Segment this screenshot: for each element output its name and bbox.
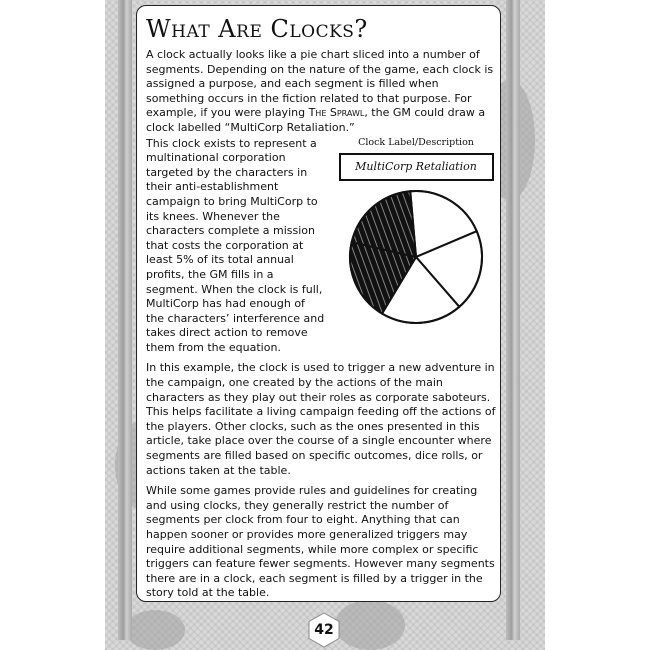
- texture-blot: [125, 610, 185, 650]
- page-number: 42: [314, 622, 334, 638]
- intro-text-a: A clock actually looks like a pie chart sliced into a number of segments. Depending on the nature of the game, each clock is assigned a purpose, and each segment is filled when something occurs in the fiction related to that purpose. For example, if you were playing: [146, 48, 494, 120]
- clock-figure: [334, 137, 498, 327]
- clock-label-text: MultiCorp Retaliation: [355, 160, 477, 174]
- page-title: What Are Clocks?: [146, 15, 368, 43]
- game-title: The Sprawl: [308, 106, 365, 120]
- clock-example-row: [146, 137, 498, 356]
- paragraph-campaign: In this example, the clock is used to trigger a new adventure in the campaign, one created by the actions of the main characters as they play out their roles as corporate saboteurs. This helps facilitate a living campaign feeding off the actions of the players. Other clocks, such as the ones presented in this article, take place over the course of a single encounter where segments are filled based on specific outcomes, dice rolls, or actions taken at the table.: [146, 361, 496, 477]
- paragraph-clock-example: This clock exists to represent a multinational corporation targeted by the characters in their anti-establishment campaign to bring MultiCorp to its knees. Whenever the characters complete a mission that costs the corporation at least 5% of its total annual profits, the GM fills in a segment. When the clock is full, MultiCorp has had enough of the characters’ interference and takes direct action to remove them from the equation.: [146, 136, 325, 354]
- clock-caption: Clock Label/Description: [358, 136, 474, 148]
- right-pillar-decoration: [506, 0, 520, 640]
- paragraph-intro: [146, 48, 498, 136]
- texture-blot: [335, 600, 405, 650]
- left-pillar-decoration: [118, 0, 132, 640]
- paragraph-segments: While some games provide rules and guidelines for creating and using clocks, they generally restrict the number of segments per clock from four to eight. Anything that can happen sooner or provides more generalized triggers may require additional segments, while more complex or specific triggers can feature fewer segments. However many segments there are in a clock, each segment is filled by a trigger in the story told at the table.: [146, 484, 495, 600]
- content-flow: [146, 14, 498, 601]
- clock-diagram: [346, 187, 486, 327]
- intro-text-b: , the GM could draw a clock labelled “MultiCorp Retaliation.”: [146, 106, 486, 134]
- clock-label-box: [339, 153, 494, 181]
